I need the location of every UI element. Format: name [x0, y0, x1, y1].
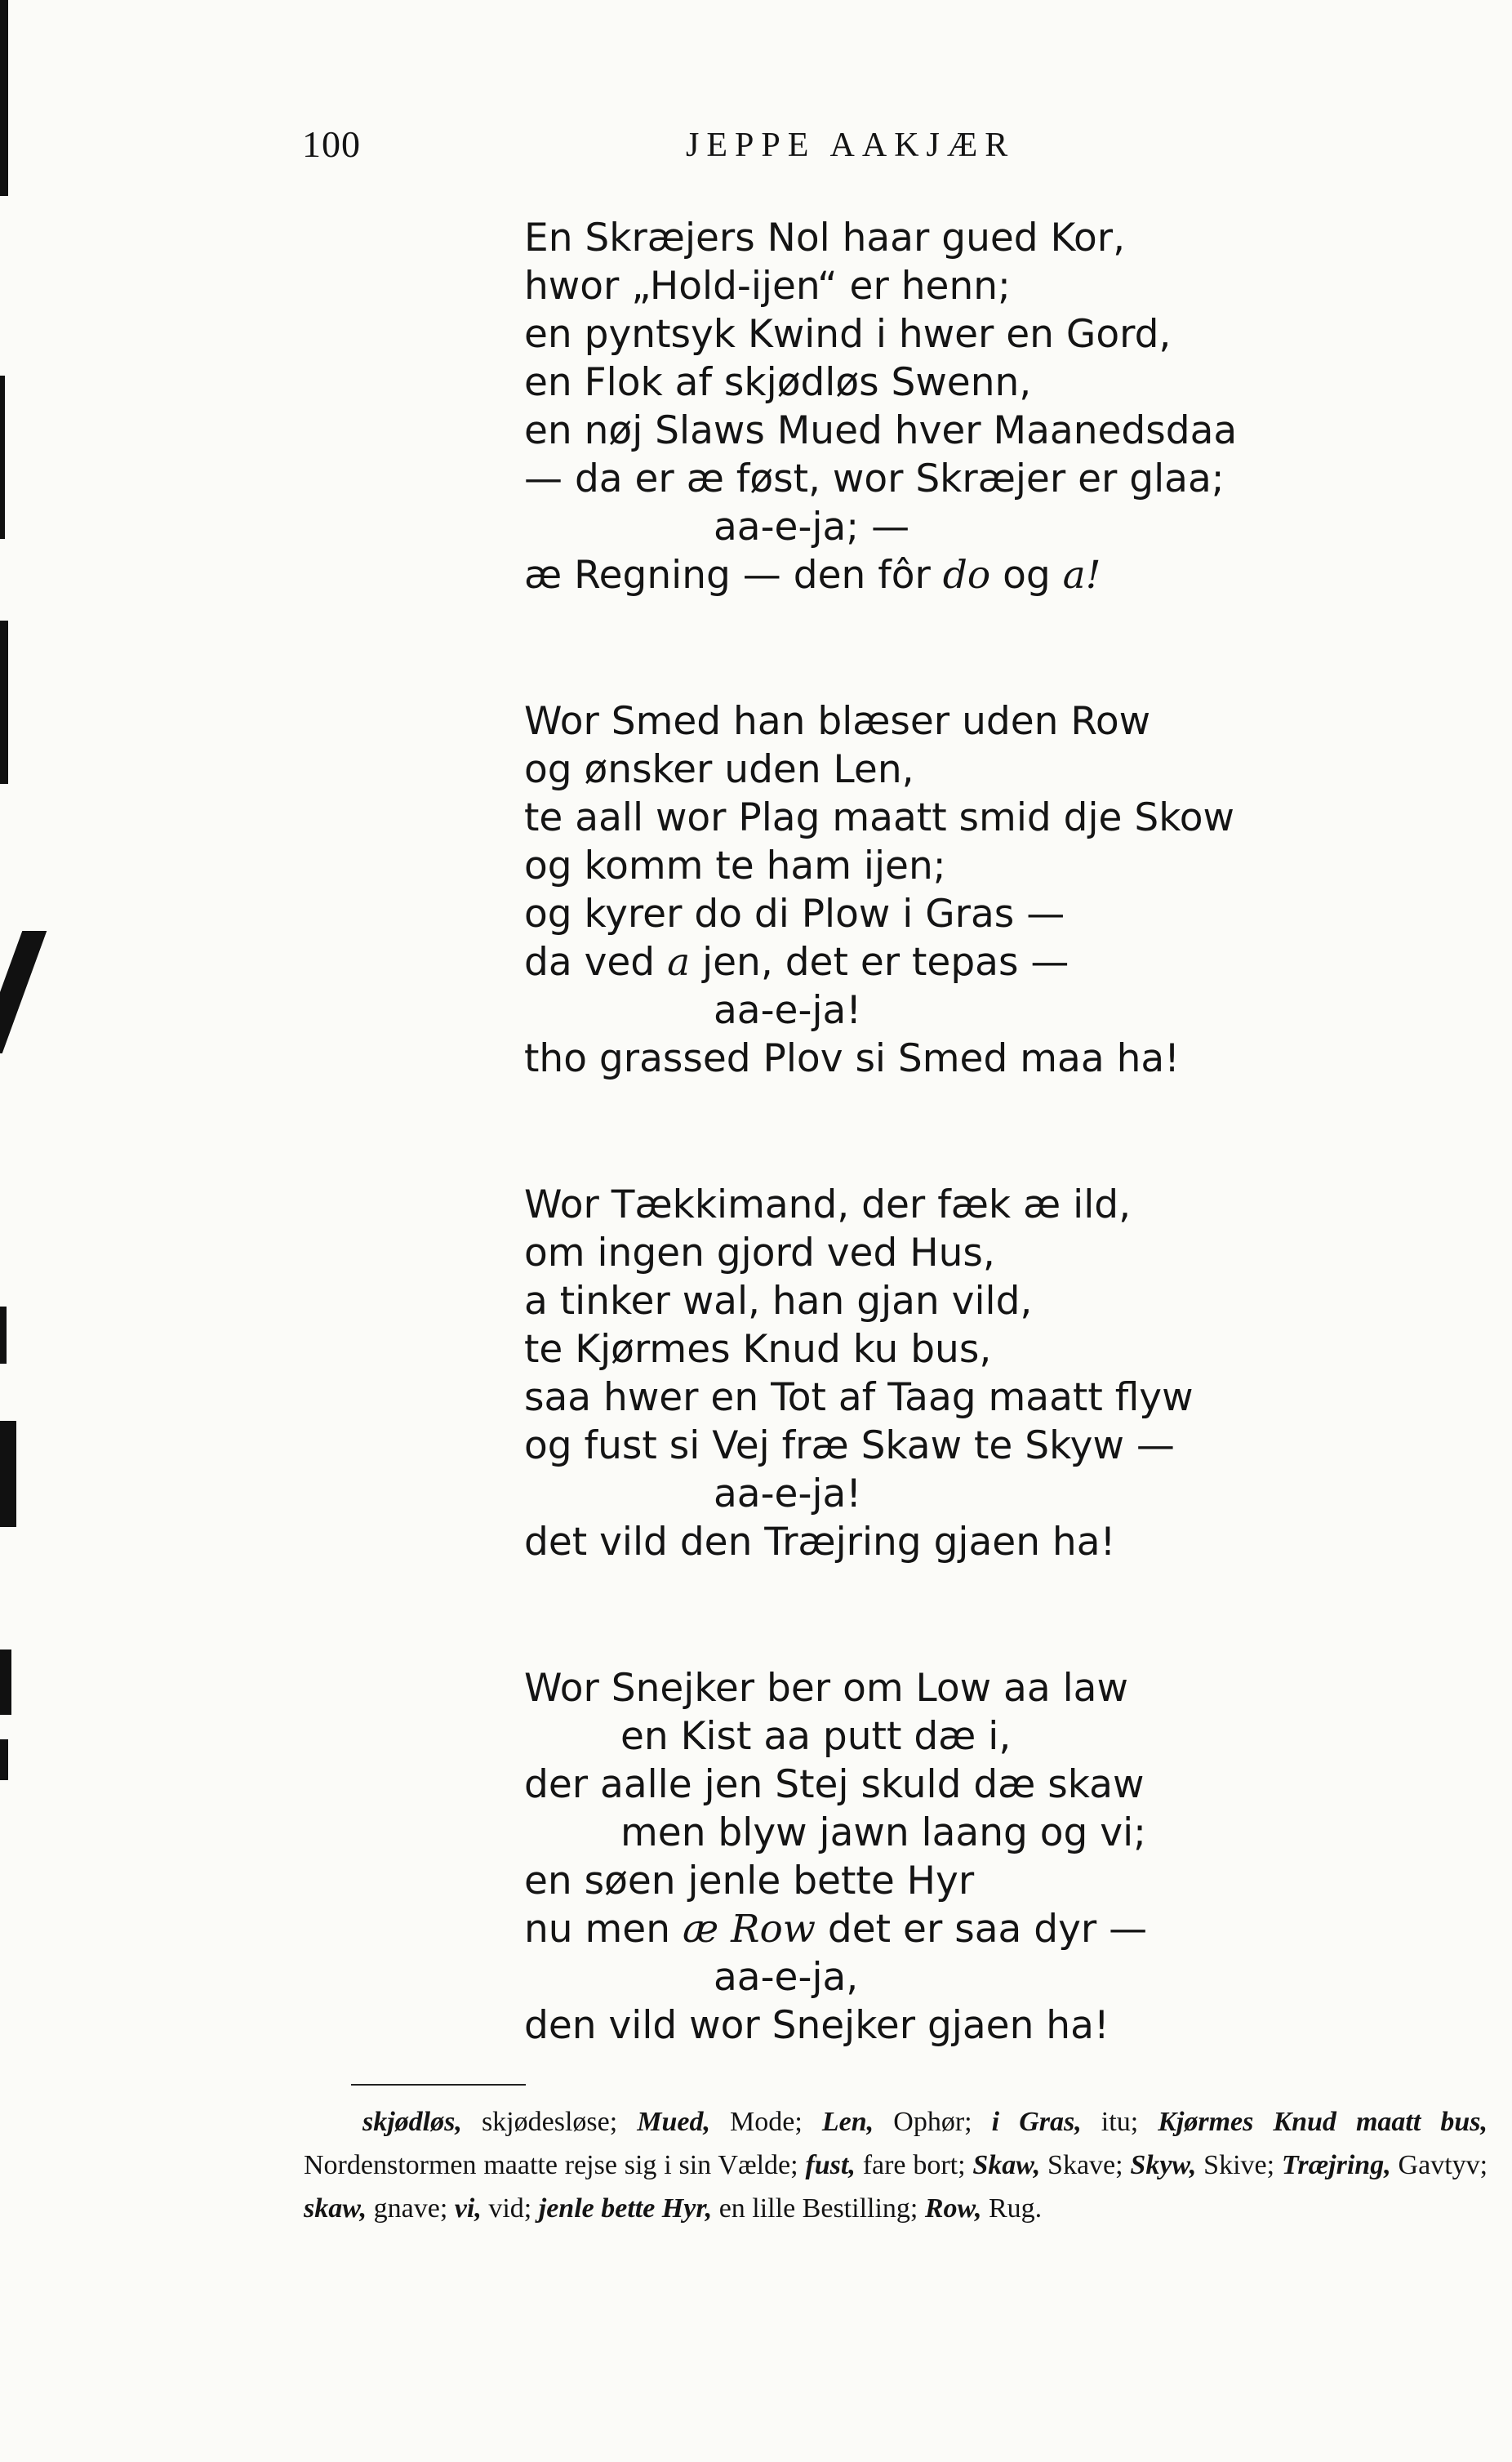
- poem-line: Wor Snejker ber om Low aa law: [524, 1666, 1128, 1711]
- poem-line: Wor Tækkimand, der fæk æ ild,: [524, 1182, 1132, 1227]
- footnote-rule: [351, 2084, 526, 2086]
- footnote-gloss: skjødesløse;: [481, 2107, 618, 2137]
- poem-line: — da er æ føst, wor Skræjer er glaa;: [524, 456, 1225, 501]
- italic-word: do: [942, 553, 991, 598]
- italic-word: a: [667, 940, 691, 985]
- poem-line: Wor Smed han blæser uden Row: [524, 699, 1151, 744]
- poem-line: den vild wor Snejker gjaen ha!: [524, 2003, 1110, 2048]
- poem-line: en søen jenle bette Hyr: [524, 1859, 975, 1903]
- refrain-line: aa-e-ja!: [714, 1471, 862, 1516]
- poem-line: og ønsker uden Len,: [524, 747, 914, 792]
- line-text: da ved: [524, 940, 668, 985]
- poem-line: det vild den Træjring gjaen ha!: [524, 1520, 1116, 1565]
- poem-line: en Kist aa putt dæ i,: [620, 1714, 1012, 1759]
- poem-line: te aall wor Plag maatt smid dje Skow: [524, 795, 1234, 840]
- footnote-gloss: Skave;: [1047, 2150, 1123, 2180]
- poem-line: og komm te ham ijen;: [524, 844, 946, 888]
- footnote-term: Mued,: [637, 2107, 710, 2137]
- poem-line: [524, 551, 1341, 599]
- footnote-term: skaw,: [304, 2193, 367, 2224]
- poem-line: en nøj Slaws Mued hver Maanedsdaa: [524, 408, 1238, 453]
- refrain-line: aa-e-ja!: [714, 988, 862, 1033]
- line-text: jen, det er tepas —: [690, 940, 1070, 985]
- poem-line: tho grassed Plov si Smed maa ha!: [524, 1036, 1180, 1081]
- poem-line: En Skræjers Nol haar gued Kor,: [524, 216, 1126, 260]
- footnote-gloss: en lille Bestilling;: [718, 2193, 918, 2224]
- italic-word: a!: [1062, 553, 1101, 598]
- scan-edge-mark: [0, 1307, 7, 1364]
- poem-line: og kyrer do di Plow i Gras —: [524, 892, 1065, 937]
- footnote-term: Skaw,: [972, 2150, 1041, 2180]
- footnote-term: vi,: [454, 2193, 482, 2224]
- poem-line: en Flok af skjødløs Swenn,: [524, 360, 1032, 405]
- line-text: nu men: [524, 1907, 683, 1952]
- scan-edge-mark: [0, 931, 47, 1053]
- footnote-term: Kjørmes Knud maatt bus,: [1158, 2107, 1488, 2137]
- poem-line: en pyntsyk Kwind i hwer en Gord,: [524, 312, 1172, 357]
- footnote-gloss: Skive;: [1203, 2150, 1275, 2180]
- footnote-gloss: gnave;: [373, 2193, 448, 2224]
- poem-line: a tinker wal, han gjan vild,: [524, 1279, 1033, 1324]
- refrain-line: aa-e-ja,: [714, 1955, 859, 2000]
- footnote-gloss: Rug.: [988, 2193, 1043, 2224]
- scan-edge-mark: [0, 1739, 8, 1780]
- poem-line: om ingen gjord ved Hus,: [524, 1231, 995, 1276]
- footnote-term: jenle bette Hyr,: [538, 2193, 713, 2224]
- page-header: [302, 122, 1135, 171]
- footnote-gloss: itu;: [1101, 2107, 1139, 2137]
- scan-edge-mark: [0, 1649, 11, 1715]
- footnote-gloss: vid;: [488, 2193, 532, 2224]
- line-text: det er saa dyr —: [815, 1907, 1148, 1952]
- poem-line: hwor „Hold-ijen“ er henn;: [524, 264, 1011, 309]
- scan-edge-mark: [0, 621, 8, 784]
- footnote-gloss: Mode;: [730, 2107, 803, 2137]
- poem-line: [524, 1905, 1341, 1953]
- scan-edge-mark: [0, 376, 5, 539]
- footnote-term: fust,: [805, 2150, 856, 2180]
- footnote-term: Træjring,: [1281, 2150, 1391, 2180]
- italic-word: æ Row: [682, 1907, 816, 1952]
- poem-line: og fust si Vej fræ Skaw te Skyw —: [524, 1423, 1175, 1468]
- footnote-gloss: Gavtyv;: [1398, 2150, 1488, 2180]
- footnote-term: Row,: [924, 2193, 982, 2224]
- stanza: [524, 214, 1341, 599]
- stanza: [524, 697, 1341, 1083]
- stanza: [524, 1181, 1341, 1566]
- refrain-line: aa-e-ja; —: [714, 505, 910, 550]
- poem-line: saa hwer en Tot af Taag maatt flyw: [524, 1375, 1194, 1420]
- stanza: [524, 1664, 1341, 2050]
- footnotes: [304, 2100, 1488, 2230]
- scan-edge-mark: [0, 0, 8, 196]
- poem-line: te Kjørmes Knud ku bus,: [524, 1327, 992, 1372]
- footnote-term: Skyw,: [1130, 2150, 1197, 2180]
- footnote-term: skjødløs,: [362, 2107, 462, 2137]
- footnote-gloss: fare bort;: [862, 2150, 966, 2180]
- page-number: 100: [302, 123, 361, 165]
- footnote-gloss: Ophør;: [893, 2107, 972, 2137]
- line-text: æ Regning — den fôr: [524, 553, 943, 598]
- poem-line: men blyw jawn laang og vi;: [620, 1810, 1147, 1855]
- scan-edge-mark: [0, 1421, 16, 1527]
- poem-line: [524, 938, 1341, 986]
- poem-line: der aalle jen Stej skuld dæ skaw: [524, 1762, 1145, 1807]
- footnote-term: i Gras,: [991, 2107, 1082, 2137]
- poem: [524, 214, 1341, 2148]
- footnote-gloss: Nordenstormen maatte rejse sig i sin Vælde;: [304, 2150, 798, 2180]
- running-title: JEPPE AAKJÆR: [686, 127, 1016, 164]
- footnote-term: Len,: [821, 2107, 874, 2137]
- line-text: og: [990, 553, 1063, 598]
